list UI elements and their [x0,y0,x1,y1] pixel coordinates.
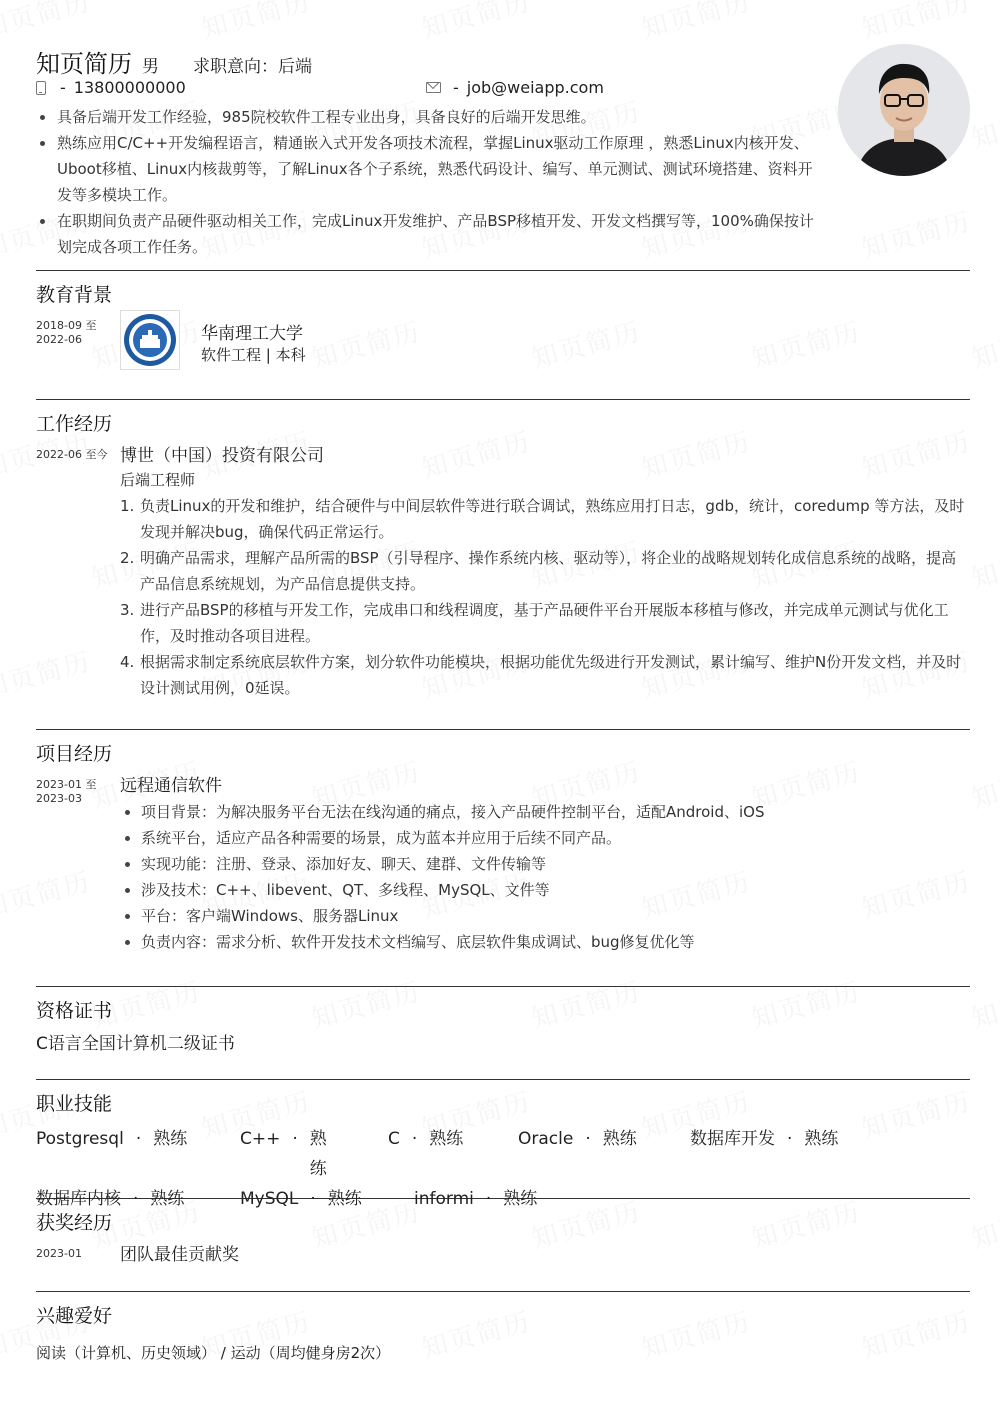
skill-name: informi [414,1189,474,1209]
duty-text: 进行产品BSP的移植与开发工作，完成串口和线程调度，基于产品硬件平台开展版本移植与修改，并完成单元测试与优化工作，及时推动各项目进程。 [140,601,949,645]
skill-item [690,1124,838,1184]
project-detail-item: 平台：客户端Windows、服务器Linux [120,903,970,929]
project-detail-item: 项目背景：为解决服务平台无法在线沟通的痛点，接入产品硬件控制平台，适配Android、iOS [120,799,970,825]
education-date-start: 2018-09 至 [36,319,97,332]
project-detail-item: 负责内容：需求分析、软件开发技术文档编写、底层软件集成调试、bug修复优化等 [120,929,970,955]
duty-number: 2. [120,549,135,567]
section-title-project: 项目经历 [36,743,113,765]
section-title-education: 教育背景 [36,284,113,306]
certificates-section [36,986,970,1079]
skill-name: Postgresql [36,1129,124,1149]
job-intent-label: 求职意向： [193,57,278,77]
skill-level: 熟练 [503,1189,538,1209]
school-name: 华南理工大学 [201,324,303,344]
duty-number: 1. [120,497,135,515]
work-date: 2022-06 至今 [36,448,108,461]
skill-level: 熟练 [804,1129,839,1149]
skill-name: Oracle [518,1129,574,1149]
project-body [120,774,970,986]
skill-item [388,1124,468,1184]
hobby-text: 阅读（计算机、历史领域） / 运动（周均健身房2次） [36,1344,391,1362]
skill-name: MySQL [240,1189,299,1209]
hobbies-section [36,1291,970,1366]
skill-separator: · [292,1129,298,1149]
resume-header [36,0,970,270]
skill-name: 数据库开发 [690,1129,775,1149]
school-major: 软件工程 | 本科 [201,346,306,364]
avatar-photo [838,44,970,176]
project-date-end: 2023-03 [36,792,82,805]
name-line [36,44,312,79]
email-contact [426,78,604,97]
skill-item [36,1124,190,1184]
award-entry [36,1243,970,1291]
work-entry [36,444,970,729]
skill-separator: · [411,1129,418,1149]
education-date-end: 2022-06 [36,333,82,346]
section-title-skills: 职业技能 [36,1093,113,1115]
summary-item: 在职期间负责产品硬件驱动相关工作，完成Linux开发维护、产品BSP移植开发、开发文档撰写等，100%确保按计划完成各项工作任务。 [36,208,826,260]
avatar [838,44,970,176]
section-title-awards: 获奖经历 [36,1212,113,1234]
skill-item [518,1124,640,1184]
phone-contact [36,78,426,97]
work-duty-item [120,597,970,649]
award-date: 2023-01 [36,1247,82,1260]
duty-text: 负责Linux的开发和维护，结合硬件与中间层软件等进行联合调试，熟练应用打日志，gdb，统计，coredump 等方法，及时发现并解决bug，确保代码正常运行。 [140,497,965,541]
work-body [120,444,970,729]
job-intent-value: 后端 [278,57,312,77]
education-date [36,315,120,347]
duty-number: 3. [120,601,135,619]
skill-level: 熟练 [602,1129,637,1149]
skill-item [240,1124,338,1184]
education-entry [36,315,970,399]
phone-icon [36,81,46,95]
summary-item: 熟练应用C/C++开发编程语言，精通嵌入式开发各项技术流程，掌握Linux驱动工作原理 ，熟悉Linux内核开发、Uboot移植、Linux内核裁剪等，了解Linux各个子系统，熟悉代码设计、编写、单元测试、测试环境搭建、资料开发等多模块工作。 [36,130,826,208]
summary-item: 具备后端开发工作经验，985院校软件工程专业出身，具备良好的后端开发思维。 [36,104,826,130]
project-detail-item: 系统平台，适应产品各种需要的场景，成为蓝本并应用于后续不同产品。 [120,825,970,851]
certificate-text: C语言全国计算机二级证书 [36,1034,235,1054]
award-name: 团队最佳贡献奖 [120,1245,239,1265]
candidate-gender: 男 [142,57,159,77]
skill-level: 熟练 [309,1129,327,1179]
section-title-hobbies: 兴趣爱好 [36,1305,113,1327]
work-section [36,399,970,729]
work-duty-item [120,493,970,545]
skill-separator: · [585,1129,591,1149]
skills-section [36,1079,970,1209]
mail-icon [426,82,441,93]
skill-level: 熟练 [150,1189,185,1209]
phone-separator: - [60,78,66,97]
project-detail-item: 涉及技术：C++、libevent、QT、多线程、MySQL、文件等 [120,877,970,903]
section-title-certificates: 资格证书 [36,1000,113,1022]
duty-text: 根据需求制定系统底层软件方案，划分软件功能模块，根据功能优先级进行开发测试，累计编写、维护N份开发文档，并及时设计测试用例，0延误。 [140,653,962,697]
work-duty-item [120,649,970,701]
skill-separator: · [485,1189,492,1209]
skill-item [240,1184,364,1214]
project-details [120,799,970,955]
duty-number: 4. [120,653,135,671]
duty-text: 明确产品需求，理解产品所需的BSP（引导程序、操作系统内核、驱动等），将企业的战略规划转化成信息系统的战略，提高产品信息系统规划，为产品信息提供支持。 [140,549,957,593]
skill-name: 数据库内核 [36,1189,121,1209]
candidate-name: 知页简历 [36,50,132,78]
summary-list [36,104,826,260]
project-entry [36,774,970,986]
project-name: 远程通信软件 [120,776,222,796]
skill-level: 熟练 [153,1129,188,1149]
project-date [36,774,120,986]
skill-level: 熟练 [327,1189,362,1209]
email-separator: - [453,78,459,97]
skills-list [36,1124,896,1209]
email-address: job@weiapp.com [466,78,604,97]
job-role: 后端工程师 [120,471,196,489]
school-logo-icon [120,310,180,370]
skill-name: C [388,1129,400,1149]
phone-number: 13800000000 [73,78,186,97]
company-name: 博世（中国）投资有限公司 [120,446,324,466]
skill-name: C++ [240,1129,281,1149]
section-title-work: 工作经历 [36,413,113,435]
project-section [36,729,970,986]
contact-info [36,78,676,97]
skill-separator: · [135,1129,142,1149]
project-date-start: 2023-01 至 [36,778,97,791]
skill-separator: · [133,1189,139,1209]
work-duties [120,493,970,701]
skill-level: 熟练 [429,1129,464,1149]
skill-separator: · [787,1129,793,1149]
work-duty-item [120,545,970,597]
education-section [36,270,970,399]
skill-item [414,1184,537,1214]
project-detail-item: 实现功能：注册、登录、添加好友、聊天、建群、文件传输等 [120,851,970,877]
skill-separator: · [310,1189,316,1209]
job-intent [193,52,312,77]
